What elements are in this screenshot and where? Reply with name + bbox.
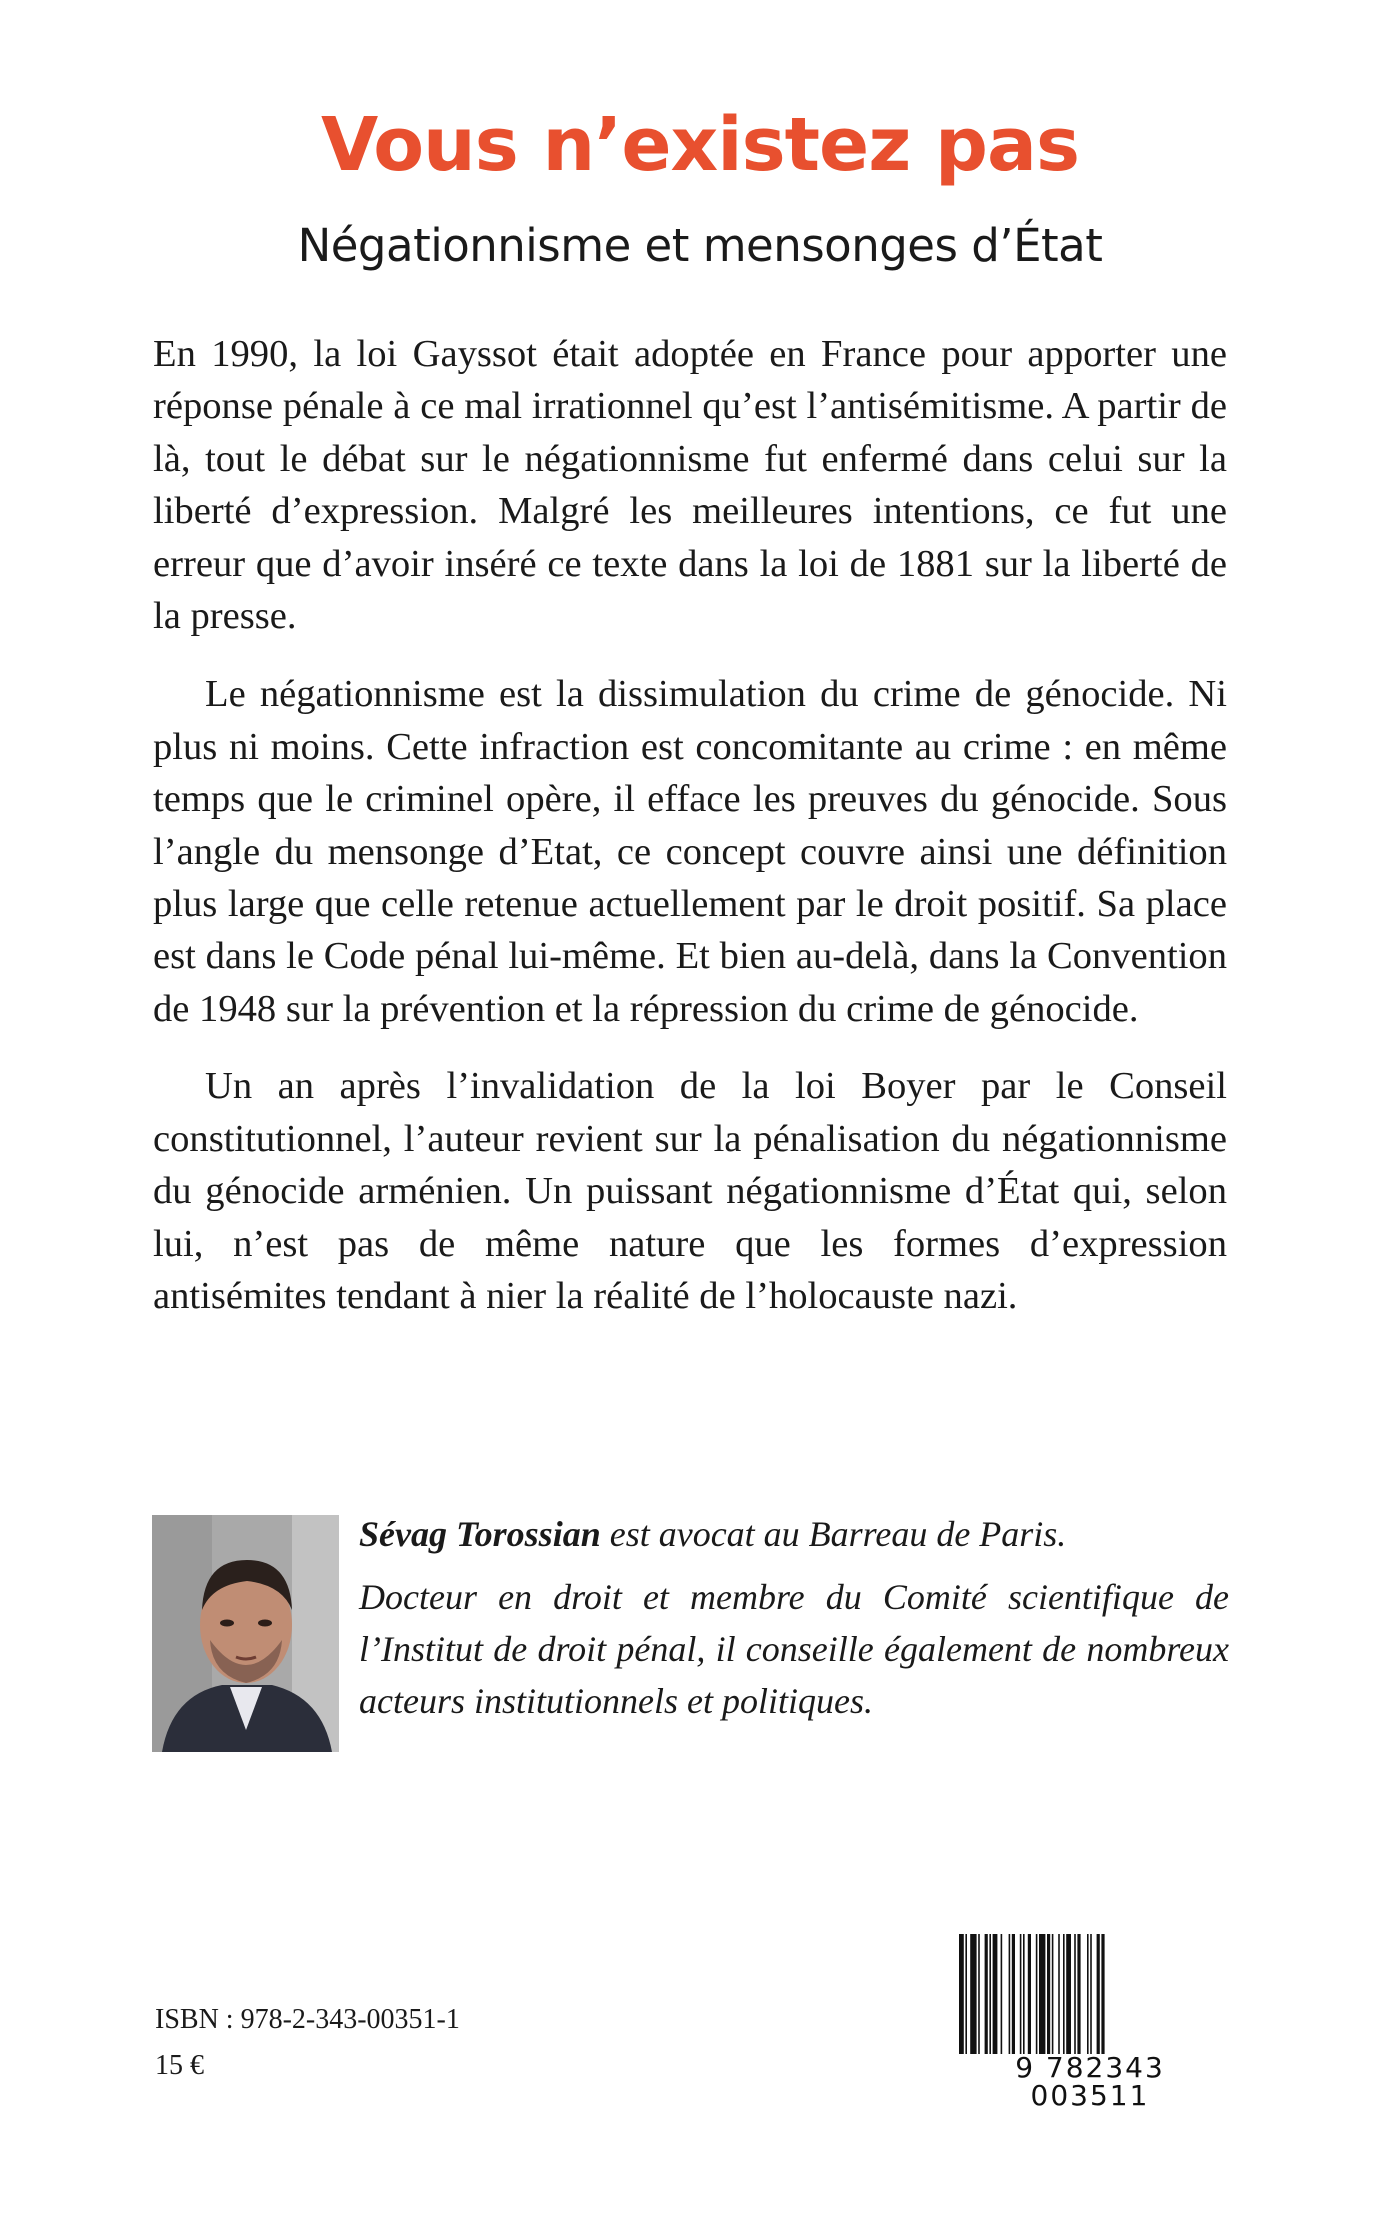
author-bio <box>359 1508 1229 1727</box>
barcode <box>955 1932 1225 2112</box>
price-label: 15 € <box>155 2050 204 2081</box>
book-title: Vous n’existez pas <box>320 102 1080 188</box>
author-portrait-icon <box>152 1515 339 1752</box>
author-name: Sévag Torossian <box>359 1514 601 1554</box>
barcode-digits: 9 782343 003511 <box>955 2054 1225 2110</box>
author-bio-line-1-text: est avocat au Barreau de Paris. <box>600 1514 1067 1554</box>
author-photo <box>152 1515 339 1752</box>
isbn-label: ISBN : 978-2-343-00351-1 <box>155 2004 460 2035</box>
book-subtitle: Négationnisme et mensonges d’État <box>297 219 1103 272</box>
blurb-paragraph-3: Un an après l’invalidation de la loi Boyer par le Conseil constitutionnel, l’auteur revient sur la pénalisation du négationnisme du génocide arménien. Un puissant négationnisme d’État qui, selon lui, n’est pas de même nature que les formes d’expression antisémites tendant à nier la réalité de l’holocauste nazi. <box>153 1065 1227 1317</box>
author-bio-line-2: Docteur en droit et membre du Comité scientifique de l’Institut de droit pénal, il conseille également de nombreux acteurs institutionnels et politiques. <box>359 1577 1229 1721</box>
blurb-paragraph-2: Le négationnisme est la dissimulation du crime de génocide. Ni plus ni moins. Cette infraction est concomitante au crime : en même temps que le criminel opère, il efface les preuves du génocide. Sous l’angle du mensonge d’Etat, ce concept couvre ainsi une définition plus large que celle retenue actuellement par le droit positif. Sa place est dans le Code pénal lui-même. Et bien au-delà, dans la Convention de 1948 sur la prévention et la répression du crime de génocide. <box>153 673 1227 1030</box>
author-bio-line-1 <box>359 1508 1229 1560</box>
back-cover-blurb <box>153 328 1227 1322</box>
blurb-paragraph-1: En 1990, la loi Gayssot était adoptée en France pour apporter une réponse pénale à ce mal irrationnel qu’est l’antisémitisme. A partir de là, tout le débat sur le négationnisme fut enfermé dans celui sur la liberté d’expression. Malgré les meilleures intentions, ce fut une erreur que d’avoir inséré ce texte dans la loi de 1881 sur la liberté de la presse. <box>153 333 1227 638</box>
